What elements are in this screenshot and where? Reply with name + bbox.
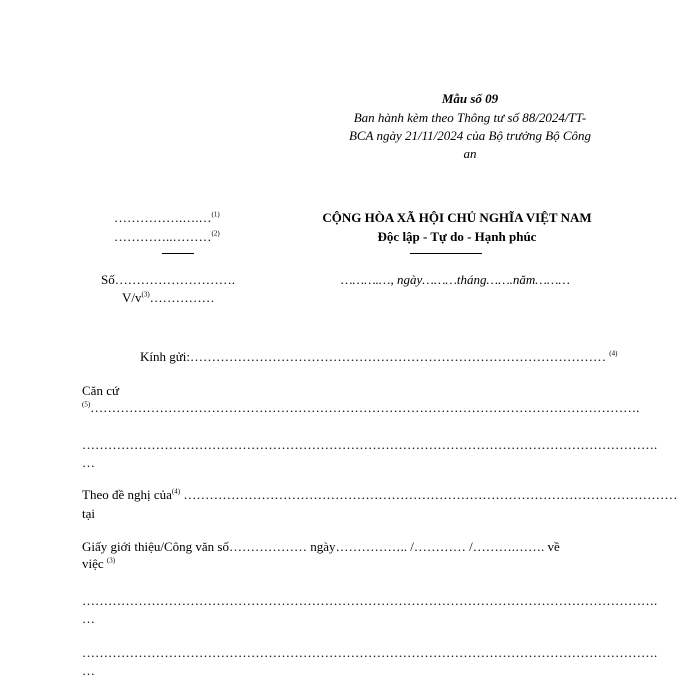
proposal-dots: …………………………………………………………………………………………………… [180,487,678,502]
issued-by-line-1: Ban hành kèm theo Thông tư số 88/2024/TT- [353,110,587,125]
blank-line-3-tail: … [82,663,95,678]
note-3b: (3) [106,556,116,565]
proposal-prefix: Theo đề nghị của [82,487,172,502]
agency-divider [162,253,194,254]
note-5: (5) [82,400,91,409]
recipient-line [140,349,617,365]
form-number: Mẫu số 09 [441,91,499,106]
agency-line-2 [114,229,220,245]
note-1: (1) [211,210,220,219]
note-4b: (4) [171,487,181,496]
national-title: CỘNG HÒA XÃ HỘI CHỦ NGHĨA VIỆT NAM [322,210,592,225]
issued-by-line-2: BCA ngày 21/11/2024 của Bộ trưởng Bộ Công [348,128,592,143]
agency-line-1-dots: …………….….… [114,210,212,225]
proposal-at: tại [82,506,95,521]
note-4: (4) [609,349,618,358]
issued-by-line-3: an [463,146,477,161]
blank-line-3: ……………………………………………………………………………………………………………………. [82,645,658,660]
recipient-text: Kính gửi:…………………………………………………………………………………… [140,349,610,364]
basis-label: Căn cứ [82,383,120,398]
note-3: (3) [141,290,150,299]
document-number: Số………………………. [101,272,235,287]
place-date: ……….…, ngày………tháng…….năm……… [341,272,570,287]
proposal-line [82,487,677,503]
subject-dots: …………… [149,290,215,305]
subject-prefix: V/v [122,290,142,305]
agency-line-1 [114,210,220,226]
blank-line-1-tail: … [82,455,95,470]
basis-dots: ………………………………………………………………………………………………………………. [90,400,640,415]
blank-line-1: ……………………………………………………………………………………………………………………. [82,437,658,452]
introduction-letter-line: Giấy giới thiệu/Công văn số……………… ngày…………….. /………… /……….……. về [82,539,560,554]
national-motto: Độc lập - Tự do - Hạnh phúc [377,229,537,244]
subject-line [122,290,215,306]
motto-divider [410,253,482,254]
subject-matter [82,556,115,572]
basis-line [82,400,639,416]
note-2: (2) [211,229,220,238]
blank-line-2-tail: … [82,611,95,626]
blank-line-2: ……………………………………………………………………………………………………………………. [82,593,658,608]
agency-line-2-dots: …………..……… [114,229,212,244]
subject-matter-label: việc [82,556,104,571]
